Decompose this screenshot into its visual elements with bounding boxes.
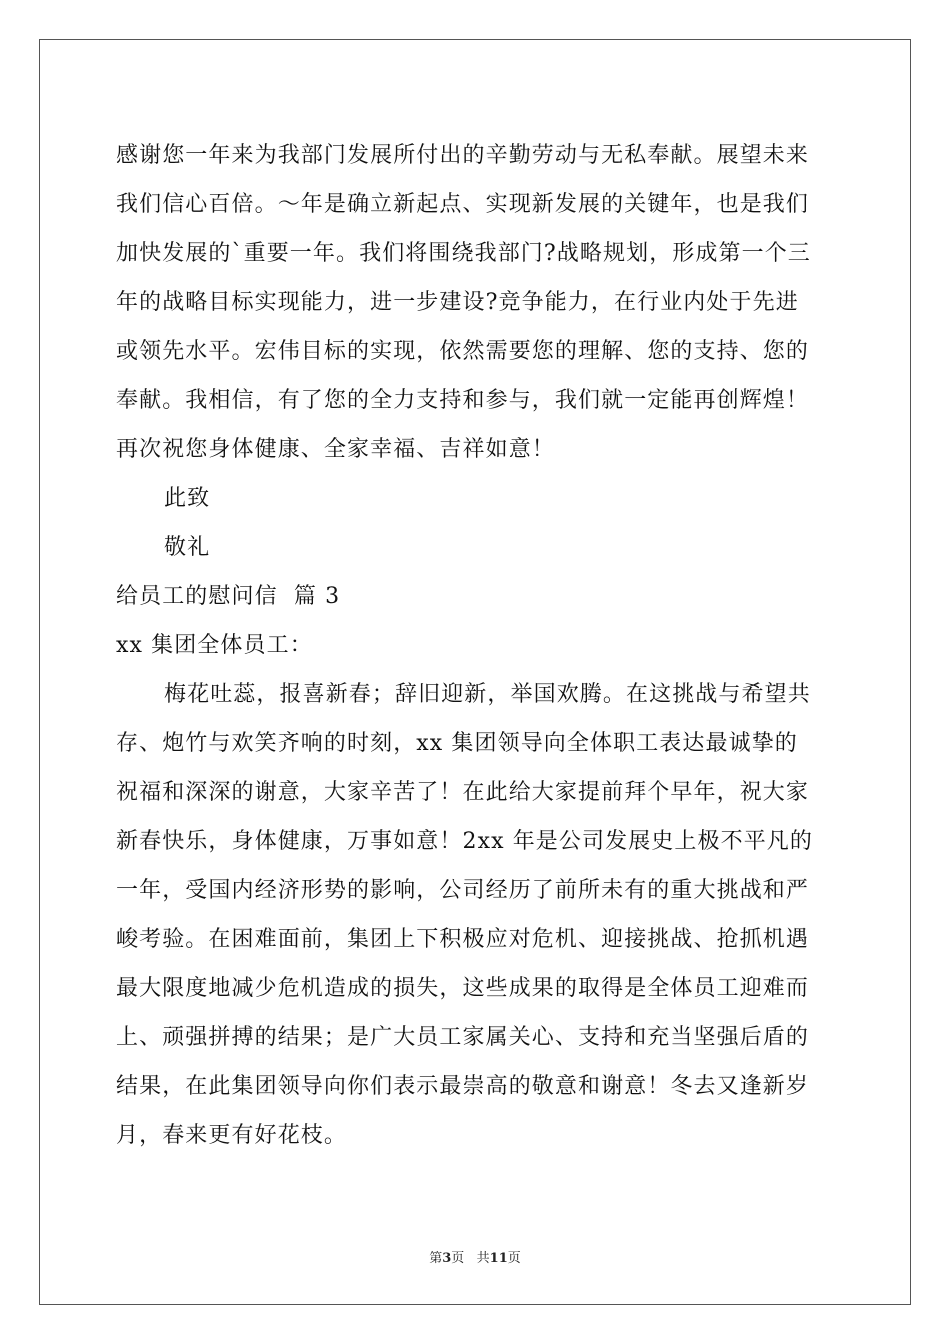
- paragraph-line: 祝福和深深的谢意，大家辛苦了！在此给大家提前拜个早年，祝大家: [116, 780, 810, 805]
- paragraph-line: 一年，受国内经济形势的影响，公司经历了前所未有的重大挑战和严: [116, 878, 810, 903]
- paragraph-line: 或领先水平。宏伟目标的实现，依然需要您的理解、您的支持、您的: [116, 339, 810, 364]
- current-page-number: 3: [442, 1251, 452, 1266]
- paragraph-line: 结果，在此集团领导向你们表示最崇高的敬意和谢意！冬去又逢新岁: [116, 1074, 810, 1099]
- paragraph-line: 新春快乐，身体健康，万事如意！2xx 年是公司发展史上极不平凡的: [116, 829, 814, 854]
- paragraph-2: [116, 670, 836, 1160]
- footer-suffix: 页: [507, 1251, 521, 1266]
- paragraph-line: 再次祝您身体健康、全家幸福、吉祥如意！: [116, 437, 555, 462]
- paragraph-line: 存、炮竹与欢笑齐响的时刻，xx 集团领导向全体职工表达最诚挚的: [116, 731, 798, 756]
- paragraph-line: 感谢您一年来为我部门发展所付出的辛勤劳动与无私奉献。展望未来: [116, 143, 810, 168]
- paragraph-line: 加快发展的`重要一年。我们将围绕我部门?战略规划，形成第一个三: [116, 241, 811, 266]
- total-pages-number: 11: [489, 1251, 508, 1266]
- paragraph-line: 我们信心百倍。～年是确立新起点、实现新发展的关键年，也是我们: [116, 192, 810, 217]
- closing-regards: 此致: [164, 486, 211, 511]
- footer-middle: 页 共: [451, 1251, 490, 1266]
- paragraph-line: 梅花吐蕊，报喜新春；辞旧迎新，举国欢腾。在这挑战与希望共: [164, 682, 811, 707]
- paragraph-line: 峻考验。在困难面前，集团上下积极应对危机、迎接挑战、抢抓机遇: [116, 927, 810, 952]
- paragraph-line: 奉献。我相信，有了您的全力支持和参与，我们就一定能再创辉煌！: [116, 388, 810, 413]
- footer-prefix: 第: [429, 1251, 443, 1266]
- paragraph-line: 年的战略目标实现能力，进一步建设?竞争能力，在行业内处于先进: [116, 290, 799, 315]
- page-footer: [0, 1247, 950, 1266]
- paragraph-line: 最大限度地减少危机造成的损失，这些成果的取得是全体员工迎难而: [116, 976, 810, 1001]
- paragraph-1: [116, 131, 836, 474]
- document-body: [116, 131, 836, 1160]
- closing-salute: 敬礼: [164, 535, 211, 560]
- section-title: 给员工的慰问信 篇 3: [116, 584, 341, 609]
- paragraph-line: 上、顽强拼搏的结果；是广大员工家属关心、支持和充当坚强后盾的: [116, 1025, 810, 1050]
- paragraph-line: 月，春来更有好花枝。: [116, 1123, 348, 1148]
- salutation: xx 集团全体员工：: [116, 633, 313, 658]
